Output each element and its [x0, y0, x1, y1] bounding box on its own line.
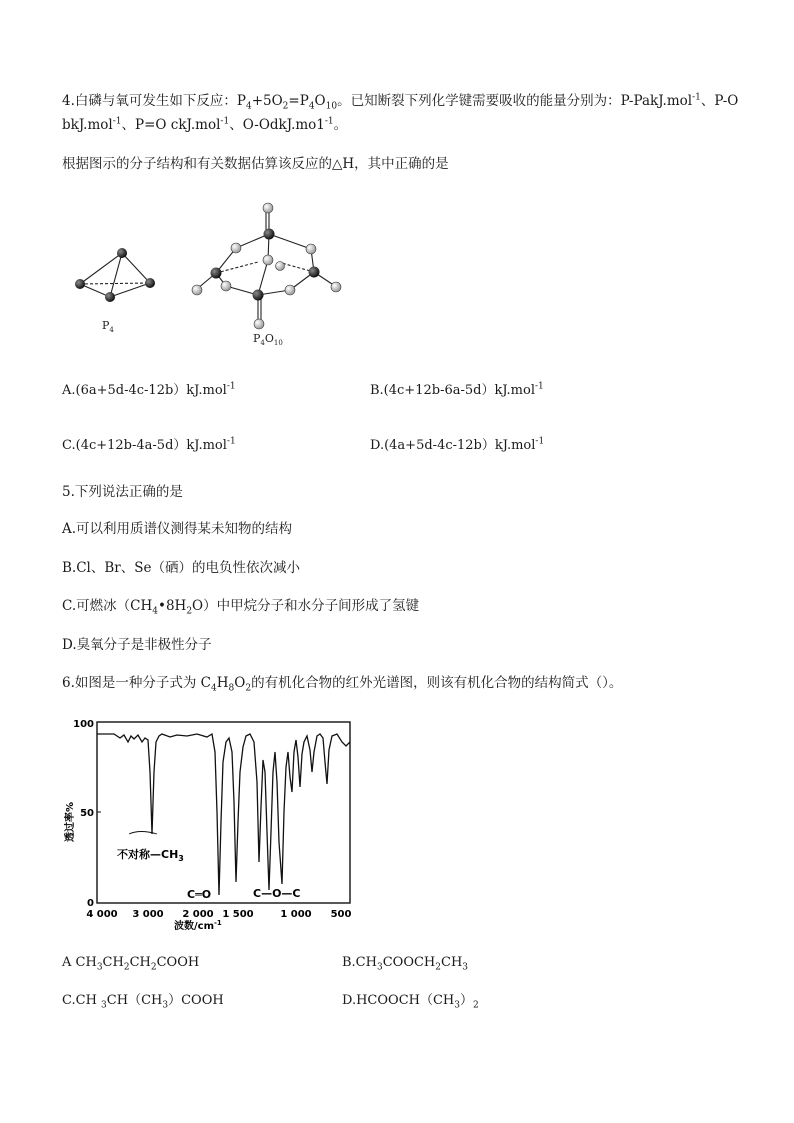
p-atom	[309, 267, 320, 278]
spectrum-frame	[97, 722, 350, 903]
asym-ch3-annotation: 不对称$—CH_3$	[117, 848, 184, 863]
o-atom	[331, 282, 341, 292]
molecule-figure	[60, 198, 360, 350]
q6-option-d[interactable]: $D.HCOOCH(CH_3)_2$	[342, 993, 479, 1011]
c-o-double-annotation: C═O	[187, 888, 212, 901]
y-tick-50: 50	[80, 808, 94, 819]
q6-stem: 6.如图是一种分子式为 $C_4H_8O_2$的有机化合物的红外光谱图，则该有机化合物的结构简式（）。	[62, 675, 623, 694]
x-tick: 4 000	[86, 909, 118, 920]
q4-option-d[interactable]: D.(4a+5d-4c-12b）kJ.mol$^{-1}$	[370, 436, 545, 453]
q5-option-c[interactable]: C.可燃冰$(CH_4•8H_2O)$中甲烷分子和水分子间形成了氢键	[62, 598, 420, 617]
o-atom	[263, 203, 273, 213]
p4o10-label: $P_4O_{10}$	[253, 332, 283, 347]
molecule-structures-svg	[60, 198, 360, 350]
p-atom	[211, 268, 222, 279]
q5-option-b[interactable]: B.Cl、Br、Se（硒）的电负性依次减小	[62, 560, 300, 576]
y-tick-0: 0	[87, 898, 94, 909]
q4-option-a[interactable]: A.(6a+5d-4c-12b）kJ.mol$^{-1}$	[62, 381, 236, 398]
o-atom	[306, 244, 316, 254]
q5-stem: 5.下列说法正确的是	[62, 484, 183, 500]
y-axis-label: 透过率%	[65, 801, 76, 843]
o-atom	[221, 281, 231, 291]
o-atom	[231, 243, 241, 253]
p-atom	[105, 292, 115, 302]
x-axis-label: 波数$/cm^{-1}$	[174, 919, 222, 932]
o-atom	[285, 285, 295, 295]
o-atom	[254, 319, 264, 329]
p4-molecule	[80, 253, 150, 297]
q4-prompt: 根据图示的分子结构和有关数据估算该反应的△H，其中正确的是	[62, 156, 449, 172]
p4-label: $P_4$	[102, 319, 114, 334]
q5-option-d[interactable]: D.臭氧分子是非极性分子	[62, 637, 212, 653]
x-tick: 1 000	[280, 909, 312, 920]
y-tick-100: 100	[73, 719, 94, 730]
q5-option-a[interactable]: A.可以利用质谱仪测得某未知物的结构	[62, 521, 293, 537]
o-atom	[276, 262, 285, 271]
x-tick: 1 500	[222, 909, 254, 920]
x-tick: 500	[330, 909, 352, 920]
q6-option-a[interactable]: A $CH_3CH_2CH_2COOH$	[62, 955, 200, 973]
p-atom	[253, 290, 264, 301]
p-atom	[145, 278, 155, 288]
q4-stem-line1: 4.白磷与氧可发生如下反应：$P_4+5O_2=P_4O_{10}$。已知断裂下列化学键需要吸收的能量分别为：P-PakJ.mol$^{-1}$、P-O	[62, 92, 739, 112]
c-o-c-annotation: C—O—C	[253, 887, 301, 900]
p-atom	[75, 279, 85, 289]
ir-spectrum-svg	[62, 712, 362, 938]
x-tick: 2 000	[182, 909, 214, 920]
q4-option-c[interactable]: C.(4c+12b-4a-5d）kJ.mol$^{-1}$	[62, 436, 236, 453]
o-atom	[263, 255, 273, 265]
x-tick: 3 000	[132, 909, 164, 920]
p-atom	[117, 248, 127, 258]
o-atom	[192, 285, 202, 295]
q6-option-b[interactable]: $B.CH_3COOCH_2CH_3$	[342, 955, 469, 973]
p-atom	[264, 229, 275, 240]
q4-option-b[interactable]: B.(4c+12b-6a-5d）kJ.mol$^{-1}$	[370, 381, 544, 398]
ir-spectrum-figure	[62, 712, 362, 938]
q6-option-c[interactable]: C.CH $_3CH(CH_3)COOH$	[62, 993, 224, 1011]
q4-stem-line2: bkJ.mol$^{-1}$、P=O ckJ.mol$^{-1}$、$O-OdkJ.mo1^{-1}$。	[62, 116, 348, 133]
p4o10-molecule	[197, 210, 335, 321]
